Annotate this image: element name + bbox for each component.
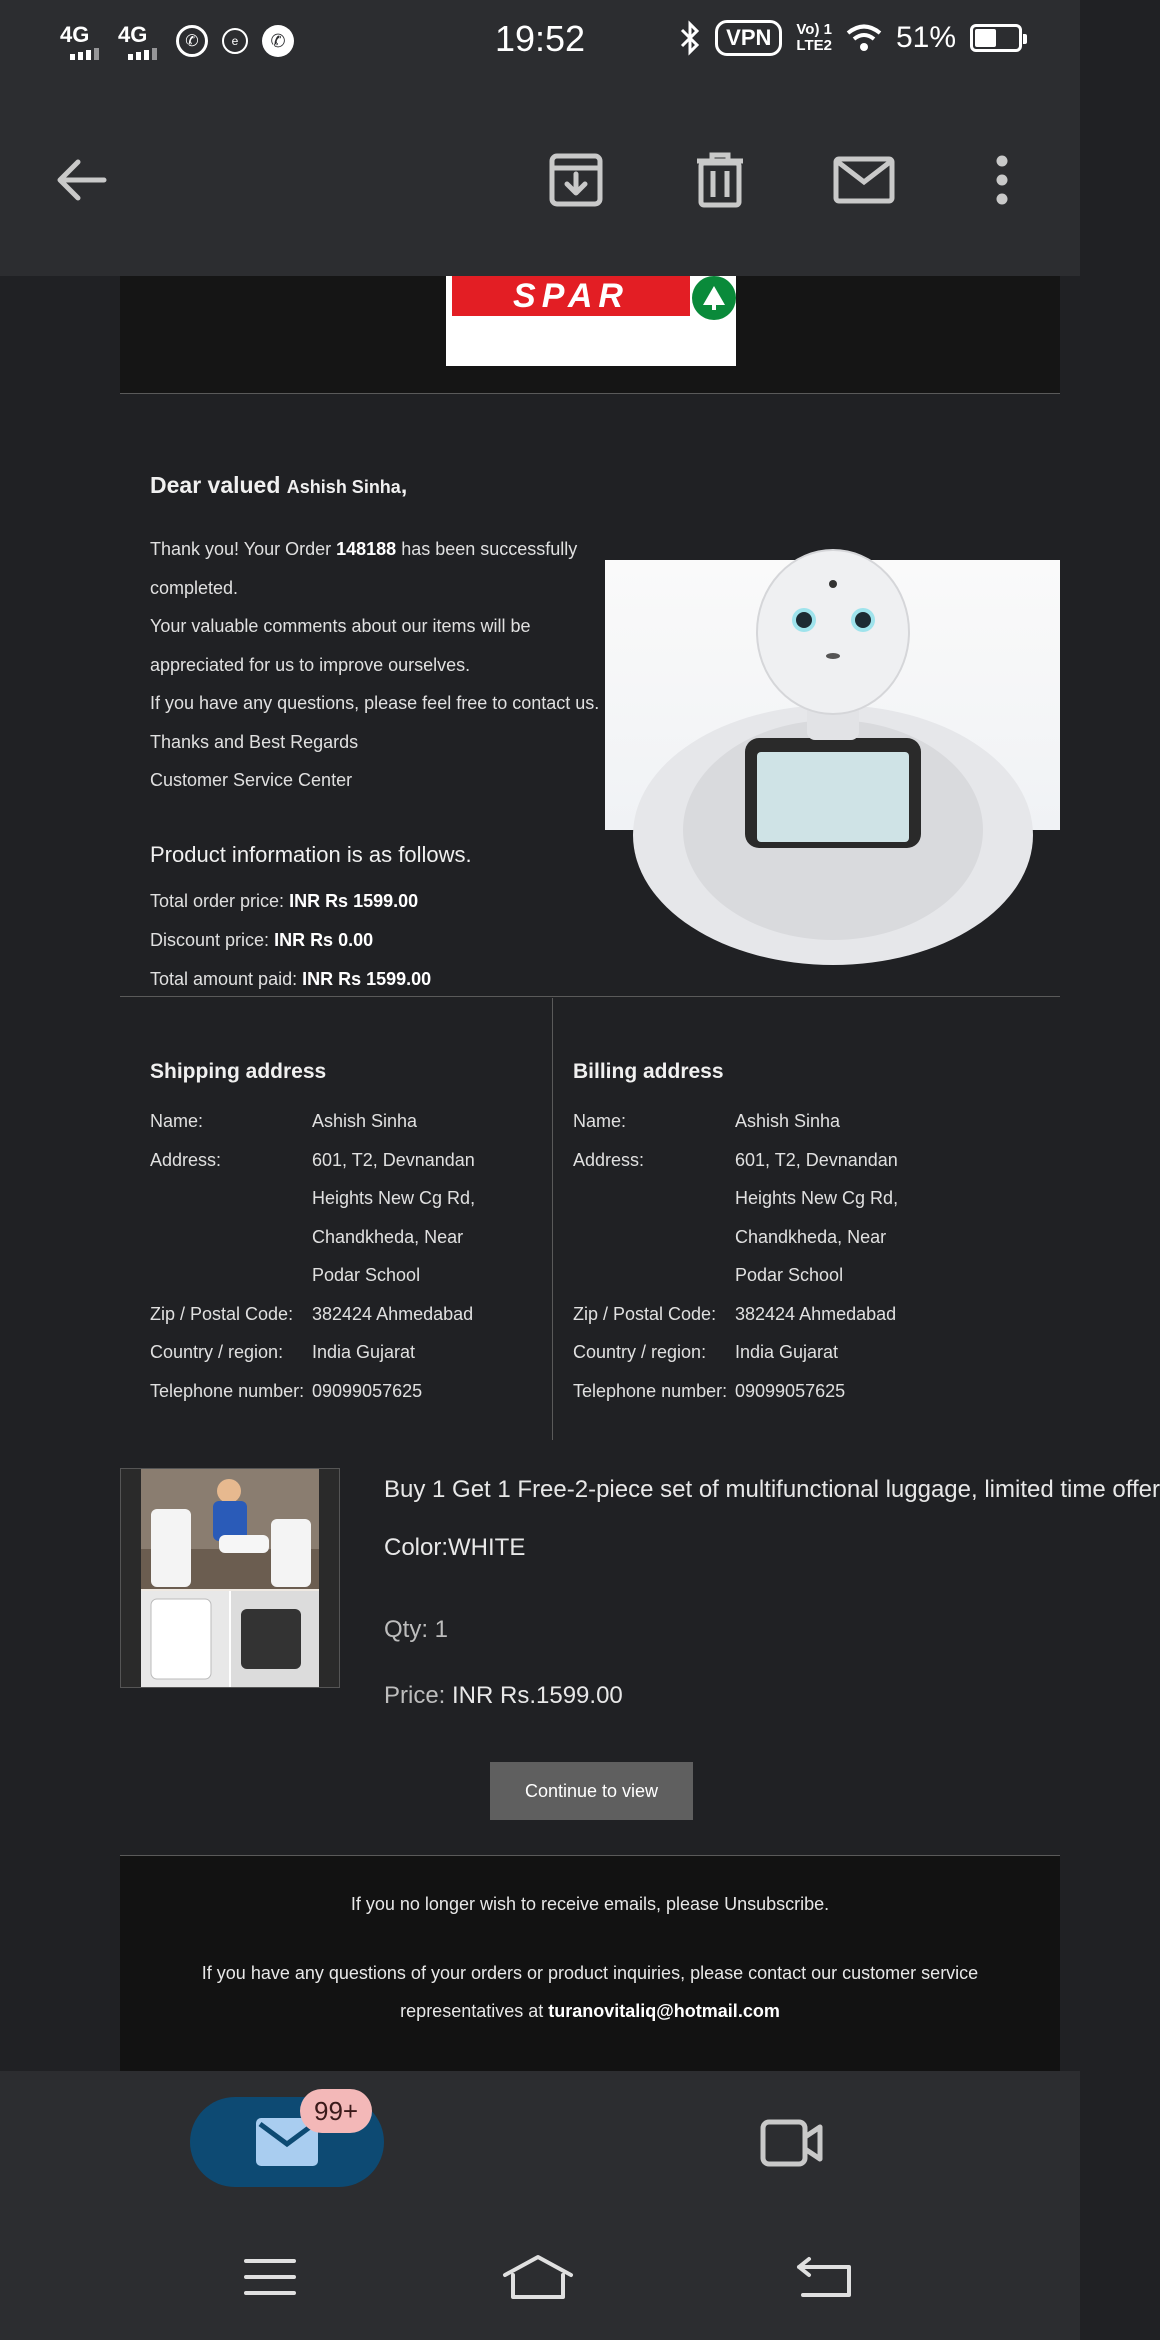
product-info-heading: Product information is as follows. [150,842,472,867]
back-nav-button[interactable] [794,2249,854,2305]
video-camera-icon [760,2119,824,2167]
email-body [120,276,1160,2071]
delete-button[interactable] [684,144,756,216]
contact-email-link[interactable]: turanovitaliq@hotmail.com [548,2001,780,2021]
meet-tab[interactable] [760,2111,824,2175]
battery-icon [970,24,1022,52]
product-qty: Qty: 1 [384,1616,449,1643]
billing-name: Ashish Sinha [735,1111,841,1131]
archive-button[interactable] [540,144,612,216]
phone-call-icon: ✆ [262,25,294,57]
thank-you-text: Thank you! Your Order 148188 has been successfully completed. [150,539,578,598]
comments-text: Your valuable comments about our items will be appreciated for us to improve ourselves. [150,616,531,675]
questions-text: If you have any questions, please feel free to contact us. [150,693,600,713]
home-button[interactable] [508,2249,568,2305]
product-item [120,1468,1160,1709]
signal-1-icon: 4G [60,22,104,60]
bluetooth-icon [679,21,701,55]
divider [120,996,1060,997]
status-bar [0,0,1080,84]
signal-2-icon: 4G [118,22,162,60]
signature-text: Customer Service Center [150,770,353,790]
home-icon [503,2253,573,2301]
archive-icon [548,152,604,208]
shipping-address-title: Shipping address [150,1060,327,1083]
robot-image [605,560,1060,830]
shipping-address: Shipping address Name: Ashish Sinha Address: 601, T2, Devnandan Heights New Cg Rd, Chandkheda, Near Podar School Zip / Postal Code: 382424 Ahmedabad Country / region: India Gujarat Telephone number: 09099057625 [150,1060,570,1410]
spar-logo: SPAR [446,276,736,366]
mark-unread-button[interactable] [828,144,900,216]
menu-icon [244,2257,296,2297]
product-title[interactable]: Buy 1 Get 1 Free-2-piece set of multifunctional luggage, limited time offer [384,1476,1160,1503]
status-right-icons [679,20,1022,56]
clock: 19:52 [494,18,586,59]
billing-zip: 382424 Ahmedabad [735,1303,897,1324]
battery-percentage: 51% [895,21,956,54]
delete-icon [695,151,745,209]
message-body [150,530,600,800]
app-notification-icon: e [222,28,248,54]
regards-text: Thanks and Best Regards [150,731,359,752]
billing-street: 601, T2, Devnandan Heights New Cg Rd, Chandkheda, Near Podar School [735,1149,899,1285]
product-image[interactable] [120,1468,340,1688]
total-order-price: Total order price: INR Rs 1599.00 [150,891,419,911]
wifi-icon [846,23,882,53]
recents-button[interactable] [240,2249,300,2305]
shipping-phone: 09099057625 [312,1380,423,1401]
order-totals [150,882,431,999]
product-color: Color:WHITE [384,1534,526,1561]
back-nav-icon [795,2255,853,2299]
whatsapp-icon: ✆ [176,25,208,57]
address-divider [552,998,553,1440]
vpn-badge: VPN [715,20,782,56]
discount-price: Discount price: INR Rs 0.00 [150,930,374,950]
volte-icon: Vo) 1 LTE2 [796,21,832,54]
contact-text: If you have any questions of your orders or product inquiries, please contact our customer service representatives at turanovitaliq@hotmail.com [201,1963,979,2021]
order-number: 148188 [336,539,397,559]
shipping-zip: 382424 Ahmedabad [312,1303,474,1324]
spar-tree-icon [692,276,736,320]
unsubscribe-text[interactable]: If you no longer wish to receive emails, please Unsubscribe. [350,1894,830,1914]
shipping-name: Ashish Sinha [312,1111,418,1131]
back-arrow-icon [56,158,108,202]
total-amount-paid: Total amount paid: INR Rs 1599.00 [150,969,432,989]
shipping-street: 601, T2, Devnandan Heights New Cg Rd, Chandkheda, Near Podar School [312,1149,476,1285]
mail-icon [833,156,895,204]
email-toolbar [0,84,1080,276]
system-navigation-bar [0,2213,1080,2340]
unread-count-badge: 99+ [300,2089,372,2133]
product-price: Price: INR Rs.1599.00 [384,1682,623,1709]
billing-address: Billing address Name: Ashish Sinha Address: 601, T2, Devnandan Heights New Cg Rd, Chandkheda, Near Podar School Zip / Postal Code: 382424 Ahmedabad Country / region: India Gujarat Telephone number: 09099057625 [573,1060,993,1410]
divider [120,393,1060,394]
email-footer [120,1856,1060,2071]
billing-country: India Gujarat [735,1342,839,1362]
back-button[interactable] [46,144,118,216]
more-options-button[interactable] [966,144,1038,216]
billing-address-title: Billing address [573,1060,724,1083]
greeting: Dear valued Ashish Sinha, [150,472,408,498]
logo-header [120,276,1060,393]
more-vert-icon [995,155,1009,205]
shipping-country: India Gujarat [312,1342,416,1362]
bottom-navigation [0,2071,1080,2213]
continue-to-view-button[interactable]: Continue to view [490,1762,693,1820]
billing-phone: 09099057625 [735,1380,846,1401]
